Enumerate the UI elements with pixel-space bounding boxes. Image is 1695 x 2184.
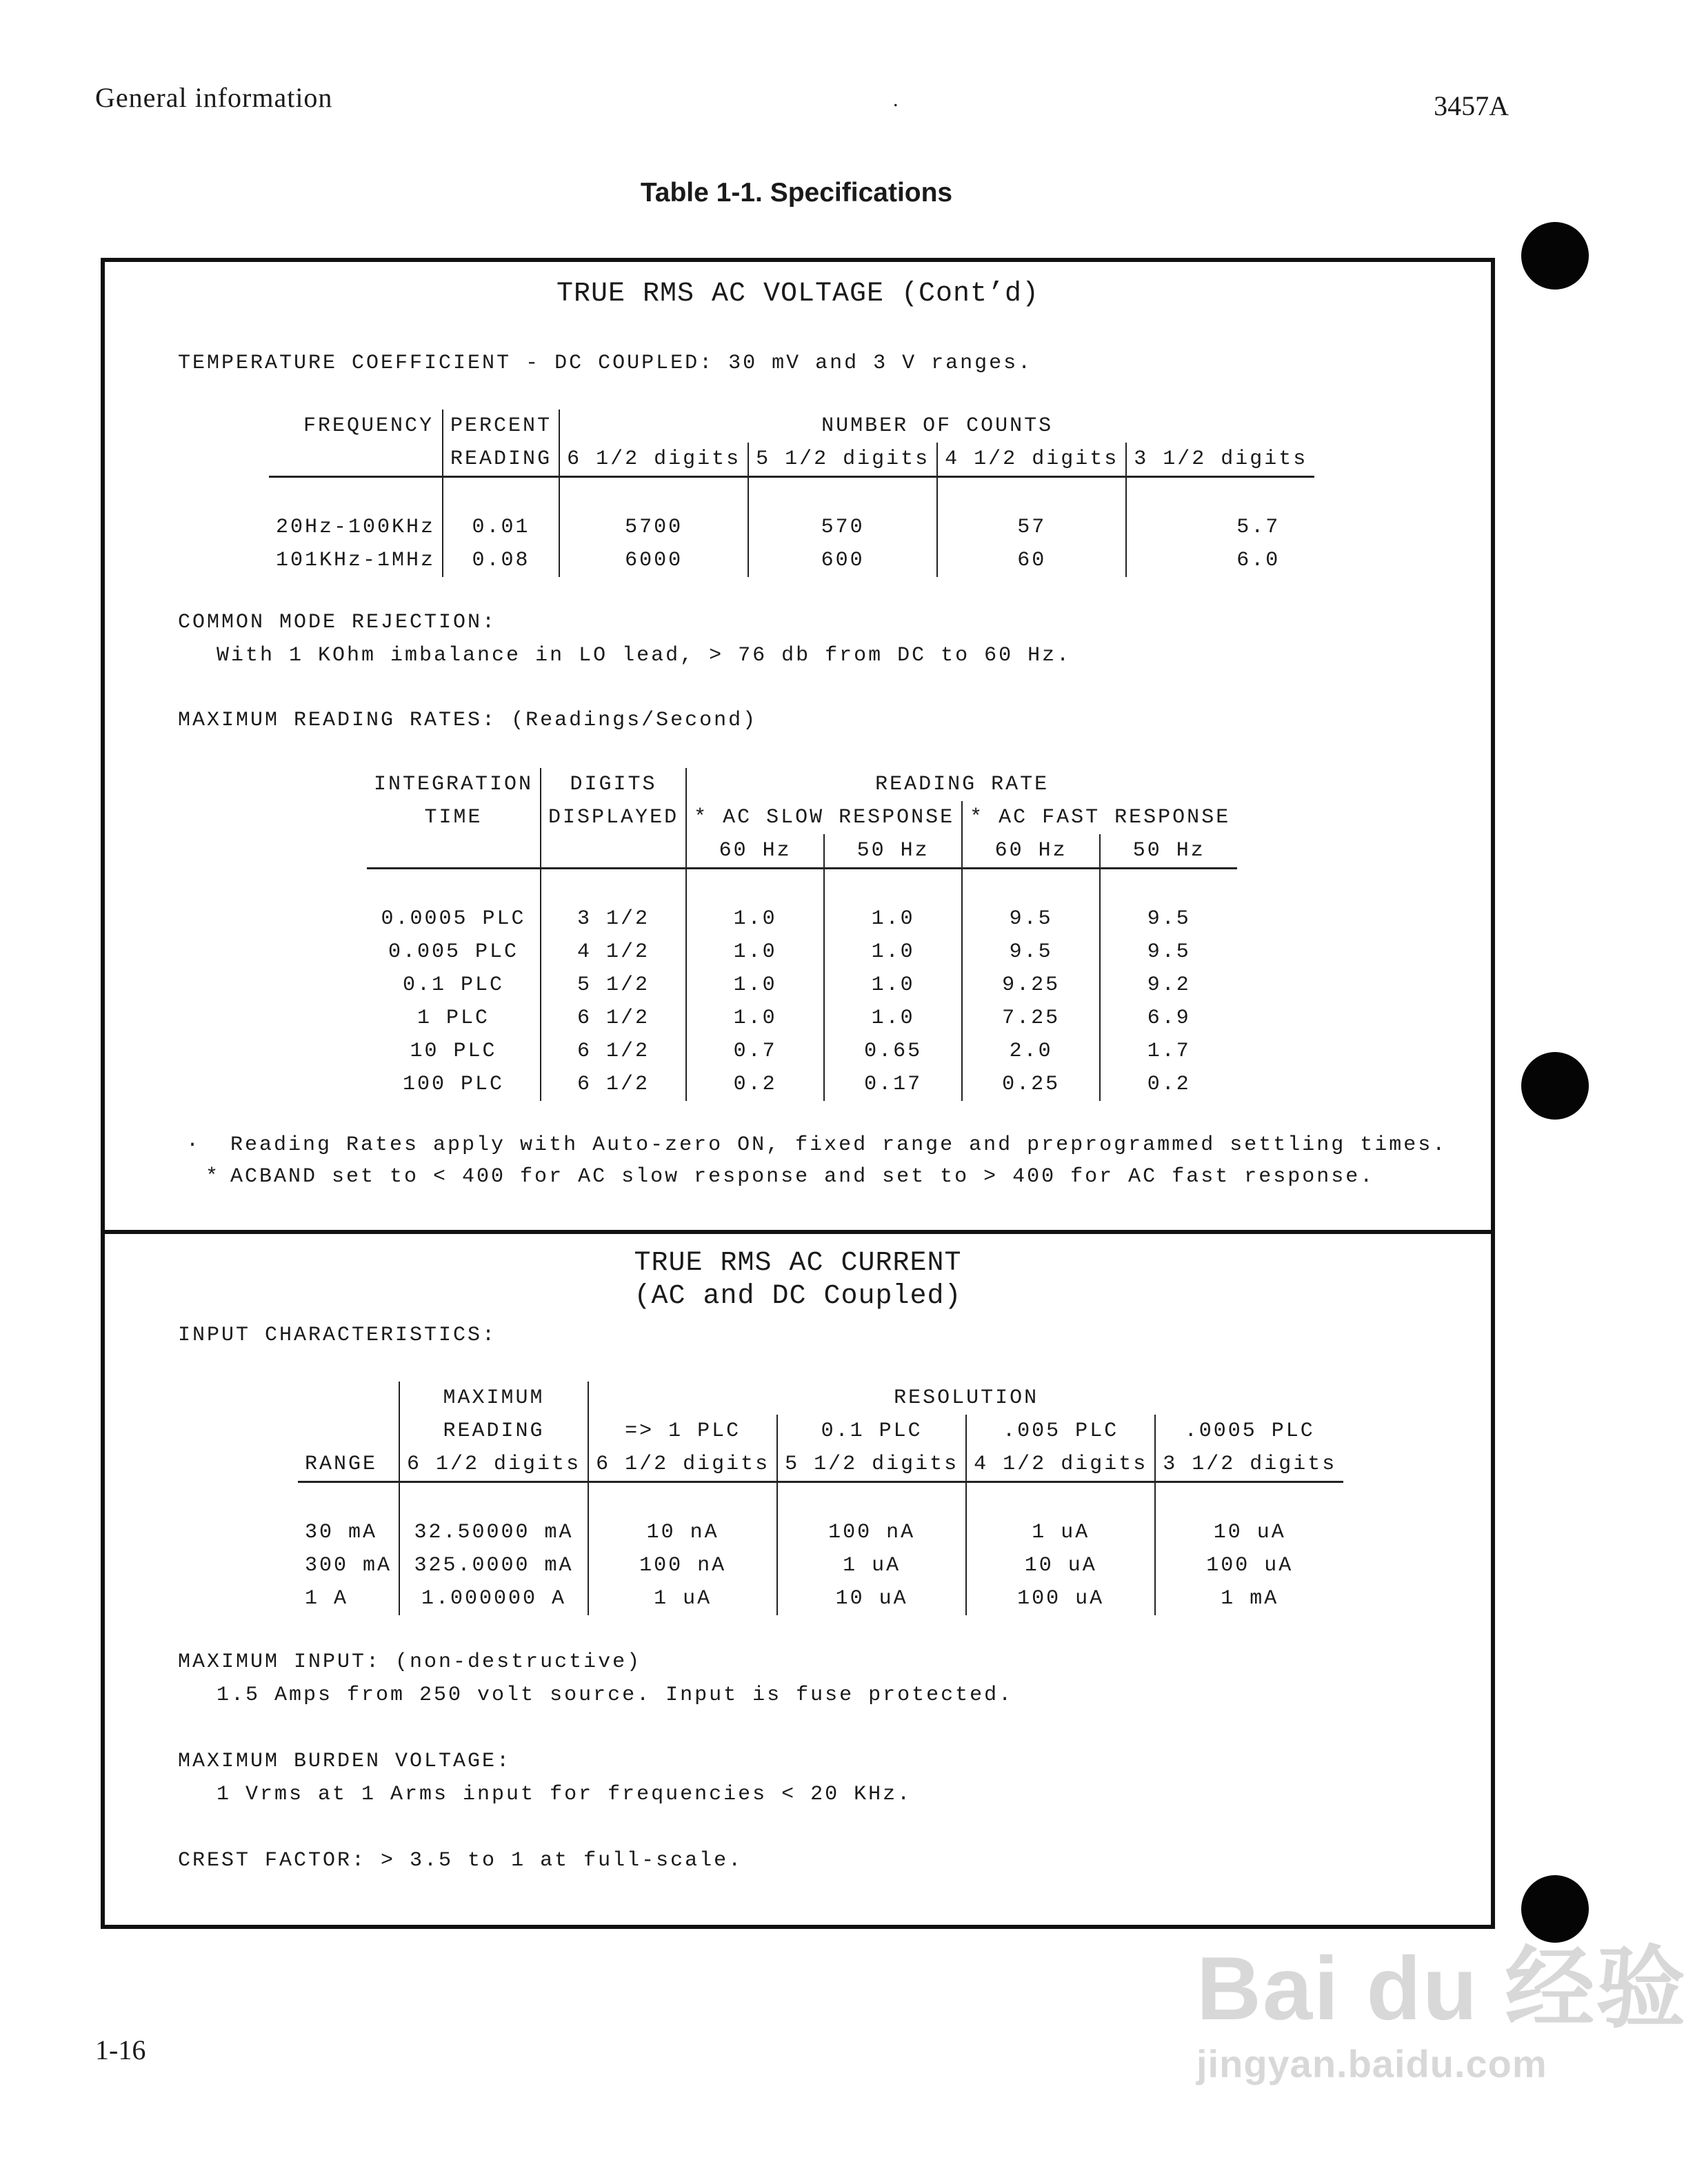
col-header-number-of-counts: NUMBER OF COUNTS xyxy=(559,410,1314,443)
col-header-4-half-digits: 4 1/2 digits xyxy=(937,443,1126,477)
table-row xyxy=(367,1002,1237,1035)
rate-cell: 1.0 xyxy=(686,1002,824,1035)
rate-cell: 2.0 xyxy=(962,1035,1100,1068)
digits-cell: 6 1/2 xyxy=(541,1068,686,1101)
section-subtitle-ac-current: (AC and DC Coupled) xyxy=(634,1281,962,1312)
section-title-ac-voltage: TRUE RMS AC VOLTAGE (Cont’d) xyxy=(556,279,1040,310)
percent-cell: 0.01 xyxy=(443,511,559,544)
resolution-cell: 1 uA xyxy=(588,1582,777,1615)
col-header-fast-60hz: 60 Hz xyxy=(962,834,1100,869)
table-row xyxy=(367,936,1237,969)
rate-cell: 9.5 xyxy=(1100,902,1237,936)
table-row xyxy=(367,1035,1237,1068)
ac-voltage-section xyxy=(101,258,1495,1234)
col-header-3-half-digits: 3 1/2 digits xyxy=(1126,443,1314,477)
col-header-5-half-digits: 5 1/2 digits xyxy=(777,1448,966,1482)
count-cell: 570 xyxy=(748,511,937,544)
table-row xyxy=(269,511,1314,544)
temperature-coefficient-label: TEMPERATURE COEFFICIENT - DC COUPLED: 30 mV and 3 V ranges. xyxy=(178,352,1033,375)
range-cell: 1 A xyxy=(305,1587,349,1610)
common-mode-rejection-text: With 1 KOhm imbalance in LO lead, > 76 db from DC to 60 Hz. xyxy=(217,644,1072,667)
col-header-maximum: MAXIMUM xyxy=(399,1382,588,1415)
rate-cell: 1.0 xyxy=(686,902,824,936)
col-header-percent: PERCENT xyxy=(443,410,559,443)
resolution-cell: 10 nA xyxy=(588,1516,777,1549)
ac-current-resolution-table xyxy=(298,1382,1343,1615)
col-header-ac-slow-response: * AC SLOW RESPONSE xyxy=(686,801,962,834)
reading-rates-table xyxy=(367,768,1237,1101)
col-header-range: RANGE xyxy=(298,1448,399,1482)
max-burden-text: 1 Vrms at 1 Arms input for frequencies < 20 KHz. xyxy=(217,1783,912,1806)
reading-rates-note: Reading Rates apply with Auto-zero ON, fixed range and preprogrammed settling times. xyxy=(230,1133,1447,1157)
col-header-4-half-digits: 4 1/2 digits xyxy=(966,1448,1155,1482)
rate-cell: 9.5 xyxy=(962,936,1100,969)
table-row xyxy=(367,1068,1237,1101)
col-header-resolution: RESOLUTION xyxy=(588,1382,1343,1415)
common-mode-rejection-label: COMMON MODE REJECTION: xyxy=(178,611,497,634)
note-mark-1: · xyxy=(186,1133,201,1157)
col-header-1-plc: => 1 PLC xyxy=(588,1415,777,1448)
count-cell: 60 xyxy=(937,544,1126,577)
input-characteristics-label: INPUT CHARACTERISTICS: xyxy=(178,1324,497,1347)
resolution-cell: 100 nA xyxy=(588,1549,777,1582)
watermark-url: jingyan.baidu.com xyxy=(1196,2042,1547,2085)
resolution-cell: 100 uA xyxy=(1155,1549,1343,1582)
rate-cell: 6.9 xyxy=(1100,1002,1237,1035)
digits-cell: 3 1/2 xyxy=(541,902,686,936)
rate-cell: 1.0 xyxy=(686,936,824,969)
integration-cell: 0.0005 PLC xyxy=(381,907,526,931)
count-cell: 6.0 xyxy=(1126,544,1314,577)
header-dot: . xyxy=(893,88,899,111)
integration-cell: 100 PLC xyxy=(403,1073,505,1096)
rate-cell: 9.2 xyxy=(1100,969,1237,1002)
col-header-integration: INTEGRATION xyxy=(374,773,534,796)
rate-cell: 0.25 xyxy=(962,1068,1100,1101)
table-caption: Table 1-1. Specifications xyxy=(640,178,953,208)
rate-cell: 7.25 xyxy=(962,1002,1100,1035)
crest-factor: CREST FACTOR: > 3.5 to 1 at full-scale. xyxy=(178,1849,743,1872)
rate-cell: 0.7 xyxy=(686,1035,824,1068)
count-cell: 5.7 xyxy=(1126,511,1314,544)
rate-cell: 0.65 xyxy=(824,1035,962,1068)
rate-cell: 0.2 xyxy=(1100,1068,1237,1101)
col-header-0-1-plc: 0.1 PLC xyxy=(777,1415,966,1448)
integration-cell: 0.1 PLC xyxy=(403,973,505,997)
rate-cell: 1.0 xyxy=(686,969,824,1002)
col-header-time: TIME xyxy=(424,806,483,829)
rate-cell: 1.0 xyxy=(824,1002,962,1035)
note-mark-2: * xyxy=(205,1165,221,1189)
integration-cell: 10 PLC xyxy=(410,1040,497,1063)
rate-cell: 1.7 xyxy=(1100,1035,1237,1068)
ac-current-section xyxy=(101,1230,1495,1929)
digits-cell: 4 1/2 xyxy=(541,936,686,969)
punch-hole-top xyxy=(1521,222,1589,290)
max-burden-label: MAXIMUM BURDEN VOLTAGE: xyxy=(178,1750,512,1773)
resolution-cell: 1 uA xyxy=(777,1549,966,1582)
integration-cell: 1 PLC xyxy=(417,1007,490,1030)
resolution-cell: 1 mA xyxy=(1155,1582,1343,1615)
range-cell: 300 mA xyxy=(305,1554,392,1577)
watermark-logo-text: Bai du 经验 xyxy=(1196,1938,1687,2039)
col-header-reading: READING xyxy=(399,1415,588,1448)
resolution-cell: 10 uA xyxy=(1155,1516,1343,1549)
max-input-text: 1.5 Amps from 250 volt source. Input is fuse protected. xyxy=(217,1684,1014,1707)
percent-cell: 0.08 xyxy=(443,544,559,577)
running-header-right: 3457A xyxy=(1434,90,1509,121)
count-cell: 57 xyxy=(937,511,1126,544)
rate-cell: 0.2 xyxy=(686,1068,824,1101)
page-number: 1-16 xyxy=(95,2034,146,2065)
rate-cell: 0.17 xyxy=(824,1068,962,1101)
col-header-reading: READING xyxy=(443,443,559,477)
max-reading-cell: 32.50000 mA xyxy=(399,1516,588,1549)
col-header-005-plc: .005 PLC xyxy=(966,1415,1155,1448)
frequency-cell: 20Hz-100KHz xyxy=(276,516,436,539)
col-header-slow-50hz: 50 Hz xyxy=(824,834,962,869)
rate-cell: 9.25 xyxy=(962,969,1100,1002)
max-reading-cell: 1.000000 A xyxy=(399,1582,588,1615)
col-header-ac-fast-response: * AC FAST RESPONSE xyxy=(962,801,1237,834)
col-header-fast-50hz: 50 Hz xyxy=(1100,834,1237,869)
integration-cell: 0.005 PLC xyxy=(388,940,519,964)
col-header-reading-rate: READING RATE xyxy=(686,768,1237,801)
range-cell: 30 mA xyxy=(305,1521,378,1544)
col-header-0005-plc: .0005 PLC xyxy=(1155,1415,1343,1448)
resolution-cell: 10 uA xyxy=(966,1549,1155,1582)
table-row xyxy=(269,544,1314,577)
acband-note: ACBAND set to < 400 for AC slow response and set to > 400 for AC fast response. xyxy=(230,1165,1375,1189)
rate-cell: 1.0 xyxy=(824,902,962,936)
max-input-label: MAXIMUM INPUT: (non-destructive) xyxy=(178,1650,642,1674)
table-row xyxy=(367,902,1237,936)
section-title-ac-current: TRUE RMS AC CURRENT xyxy=(634,1248,962,1279)
digits-cell: 6 1/2 xyxy=(541,1002,686,1035)
rate-cell: 1.0 xyxy=(824,969,962,1002)
table-row xyxy=(298,1582,1343,1615)
punch-hole-middle xyxy=(1521,1052,1589,1120)
count-cell: 6000 xyxy=(559,544,748,577)
col-header-3-half-digits: 3 1/2 digits xyxy=(1155,1448,1343,1482)
col-header-6-half-digits: 6 1/2 digits xyxy=(588,1448,777,1482)
frequency-cell: 101KHz-1MHz xyxy=(276,549,436,572)
table-row xyxy=(298,1516,1343,1549)
resolution-cell: 100 uA xyxy=(966,1582,1155,1615)
col-header-digits: DIGITS xyxy=(541,768,686,801)
col-header-max-digits: 6 1/2 digits xyxy=(399,1448,588,1482)
col-header-slow-60hz: 60 Hz xyxy=(686,834,824,869)
table-row xyxy=(367,969,1237,1002)
resolution-cell: 100 nA xyxy=(777,1516,966,1549)
col-header-displayed: DISPLAYED xyxy=(541,801,686,834)
resolution-cell: 10 uA xyxy=(777,1582,966,1615)
max-reading-rates-label: MAXIMUM READING RATES: (Readings/Second) xyxy=(178,709,758,732)
table-row xyxy=(298,1549,1343,1582)
rate-cell: 9.5 xyxy=(962,902,1100,936)
baidu-watermark xyxy=(1196,1917,1687,2086)
count-cell: 600 xyxy=(748,544,937,577)
count-cell: 5700 xyxy=(559,511,748,544)
col-header-6-half-digits: 6 1/2 digits xyxy=(559,443,748,477)
temperature-coefficient-table xyxy=(269,410,1314,577)
resolution-cell: 1 uA xyxy=(966,1516,1155,1549)
running-header-left: General information xyxy=(95,82,333,113)
col-header-5-half-digits: 5 1/2 digits xyxy=(748,443,937,477)
rate-cell: 1.0 xyxy=(824,936,962,969)
digits-cell: 6 1/2 xyxy=(541,1035,686,1068)
max-reading-cell: 325.0000 mA xyxy=(399,1549,588,1582)
col-header-frequency: FREQUENCY xyxy=(303,414,434,438)
digits-cell: 5 1/2 xyxy=(541,969,686,1002)
rate-cell: 9.5 xyxy=(1100,936,1237,969)
